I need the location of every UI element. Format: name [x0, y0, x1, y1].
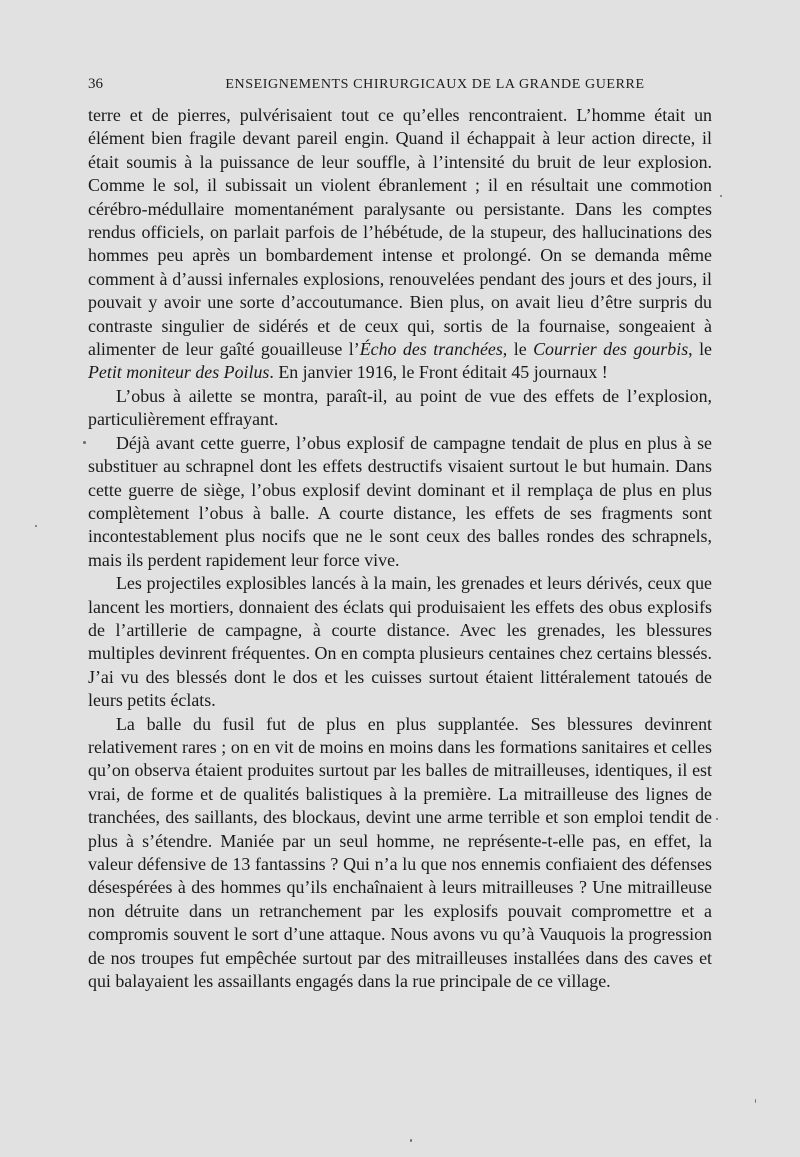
page-header: [88, 76, 712, 96]
text-run: terre et de pierres, pulvérisaient tout ce qu’elles rencontraient. L’homme était un élément bien fragile devant pareil engin. Quand il échappait à leur action directe, il était soumis à la puissance de leur souffle, à l’intensité du bruit de leur explosion. Comme le sol, il subissait un violent ébranlement ; il en résultait une commotion cérébro-médullaire momentanément paralysante ou persistante. Dans les comptes rendus officiels, on parlait parfois de l’hébétude, de la stupeur, des hallucinations des hommes peu après un bombardement intense et prolongé. On se demanda même comment à d’aussi infernales explosions, renouvelées pendant des jours et des jours, il pouvait y avoir une sorte d’accoutumance. Bien plus, on avait lieu d’être surpris du contraste singulier de sidérés et de ceux qui, sortis de la fournaise, songeaient à alimenter de leur gaîté gouailleuse l’: [88, 105, 712, 360]
text-run: Les projectiles explosibles lancés à la main, les grenades et leurs dérivés, ceux que lancent les mortiers, donnaient des éclats qui produisaient les effets des obus explosifs de l’artillerie de campagne, à courte distance. Avec les grenades, les blessures multiples devinrent fréquentes. On en compta plusieurs centaines chez certains blessés. J’ai vu des blessés dont le dos et les cuisses surtout étaient littéralement tatoués de leurs petits éclats.: [88, 573, 712, 711]
text-run: L’obus à ailette se montra, paraît-il, au point de vue des effets de l’explosion, particulièrement effrayant.: [88, 385, 712, 430]
text-run: , le: [688, 339, 712, 360]
body-text: [88, 104, 712, 993]
paper-speck: [410, 1139, 412, 1142]
italic-title: Petit moniteur des Poilus: [88, 362, 270, 383]
italic-title: Écho des tranchées: [359, 339, 503, 360]
page-number: 36: [88, 76, 103, 92]
text-run: . En janvier 1916, le Front éditait 45 journaux !: [269, 362, 608, 383]
italic-title: Courrier des gourbis: [533, 339, 689, 360]
paragraph: [88, 104, 712, 385]
text-run: Déjà avant cette guerre, l’obus explosif de campagne tendait de plus en plus à se substituer au schrapnel dont les effets destructifs visaient surtout le but humain. Dans cette guerre de siège, l’obus explosif devint dominant et il remplaça de plus en plus complètement l’obus à balle. A courte distance, les effets de ses fragments sont incontestablement plus nocifs que ne le sont ceux des balles rondes des schrapnels, mais ils perdent rapidement leur force vive.: [88, 432, 712, 570]
paragraph: [88, 713, 712, 994]
paper-speck: [755, 1099, 756, 1103]
paragraph: [88, 572, 712, 712]
paper-speck: [35, 525, 37, 527]
running-title: ENSEIGNEMENTS CHIRURGICAUX DE LA GRANDE GUERRE: [225, 77, 645, 92]
paper-speck: [716, 818, 718, 820]
paper-speck: [83, 441, 86, 444]
paper-speck: [720, 195, 722, 197]
paragraph: [88, 432, 712, 572]
text-run: , le: [502, 339, 534, 360]
paragraph: [88, 385, 712, 432]
text-run: La balle du fusil fut de plus en plus supplantée. Ses blessures devinrent relativement rares ; on en vit de moins en moins dans les formations sanitaires et celles qu’on observa étaient produites surtout par les balles de mitrailleuses, identiques, il est vrai, de forme et de qualités balistiques à la première. La mitrailleuse des lignes de tranchées, des saillants, des blockaus, devint une arme terrible et son emploi tendit de plus à s’étendre. Maniée par un seul homme, ne représente-t-elle pas, en effet, la valeur défensive de 13 fantassins ? Qui n’a lu que nos ennemis confiaient des défenses désespérées à des hommes qu’ils enchaînaient à leurs mitrailleuses ? Une mitrailleuse non détruite dans un retranchement par les explosifs pouvait compromettre et a compromis souvent le sort d’une attaque. Nous avons vu qu’à Vauquois la progression de nos troupes fut empêchée surtout par des mitrailleuses installées dans des caves et qui balayaient les assaillants engagés dans la rue principale de ce village.: [88, 713, 712, 992]
